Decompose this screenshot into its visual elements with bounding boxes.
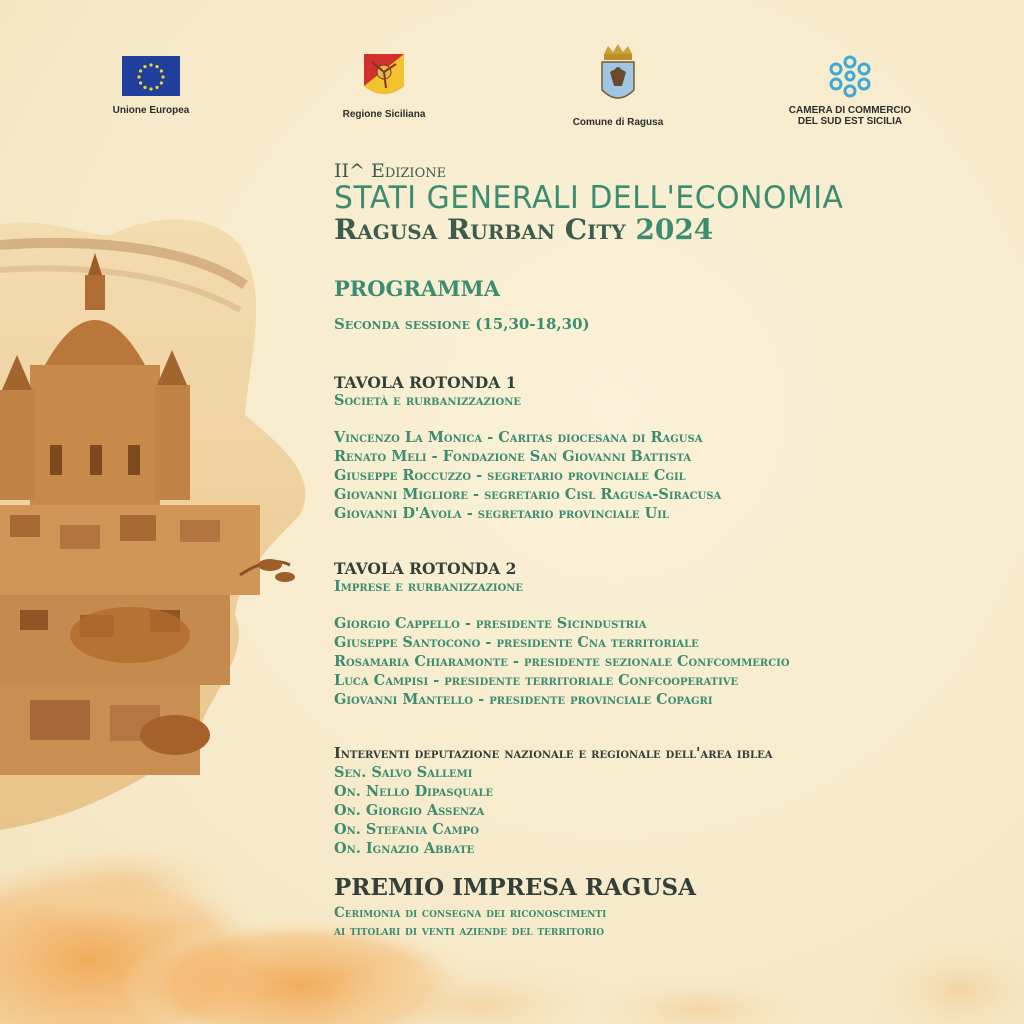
speaker-row: Giovanni Mantello - presidente provinciale Copagri (334, 691, 713, 708)
deputy-row: On. Stefania Campo (334, 821, 479, 838)
session-label: Seconda sessione (15,30-18,30) (334, 315, 590, 333)
speaker-row: Giovanni Migliore - segretario Cisl Ragusa-Siracusa (334, 486, 722, 503)
round-table-1-subtitle: Società e rurbanizzazione (334, 392, 521, 409)
program-heading: PROGRAMMA (334, 276, 501, 301)
speaker-row: Giorgio Cappello - presidente Sicindustria (334, 615, 647, 632)
eu-caption: Unione Europea (112, 105, 190, 116)
speaker-row: Giuseppe Santocono - presidente Cna territoriale (334, 634, 699, 651)
camera-caption-line2: DEL SUD EST SICILIA (797, 116, 903, 127)
event-subtitle (334, 213, 713, 246)
eu-logo (110, 56, 192, 116)
deputy-row: Sen. Salvo Sallemi (334, 764, 473, 781)
award-line2: ai titolari di venti aziende del territorio (334, 923, 605, 939)
deputy-row: On. Ignazio Abbate (334, 840, 475, 857)
edition-label: II^ Edizione (334, 160, 447, 182)
speaker-row: Giovanni D'Avola - segretario provinciale Uil (334, 505, 669, 522)
sicilia-caption: Regione Siciliana (342, 109, 426, 120)
ragusa-illustration (0, 215, 330, 835)
ragusa-crest-icon (598, 44, 638, 108)
round-table-2-title: TAVOLA ROTONDA 2 (334, 559, 517, 578)
event-subtitle-text: Ragusa Rurban City (334, 213, 626, 246)
speaker-row: Renato Meli - Fondazione San Giovanni Battista (334, 448, 692, 465)
deputy-row: On. Giorgio Assenza (334, 802, 485, 819)
ragusa-caption: Comune di Ragusa (572, 117, 664, 128)
award-line1: Cerimonia di consegna dei riconoscimenti (334, 905, 607, 921)
camera-commercio-logo (780, 54, 920, 127)
deputy-row: On. Nello Dipasquale (334, 783, 494, 800)
sicilia-logo (334, 54, 434, 120)
camera-caption-line1: CAMERA DI COMMERCIO (788, 105, 912, 116)
round-table-2-subtitle: Imprese e rurbanizzazione (334, 578, 524, 595)
camera-commercio-icon (826, 54, 874, 98)
speaker-row: Vincenzo La Monica - Caritas diocesana di Ragusa (334, 429, 703, 446)
speaker-row: Rosamaria Chiaramonte - presidente sezionale Confcommercio (334, 653, 790, 670)
speaker-row: Giuseppe Roccuzzo - segretario provinciale Cgil (334, 467, 686, 484)
speaker-row: Luca Campisi - presidente territoriale Confcooperative (334, 672, 739, 689)
eu-flag-icon (122, 56, 180, 96)
ragusa-logo (560, 44, 676, 128)
interventions-title: Interventi deputazione nazionale e regionale dell'area iblea (334, 745, 773, 762)
event-title: STATI GENERALI DELL'ECONOMIA (334, 180, 844, 216)
trinacria-icon (364, 54, 404, 100)
round-table-1-title: TAVOLA ROTONDA 1 (334, 373, 517, 392)
event-year: 2024 (635, 213, 714, 246)
award-title: PREMIO IMPRESA RAGUSA (334, 874, 696, 901)
